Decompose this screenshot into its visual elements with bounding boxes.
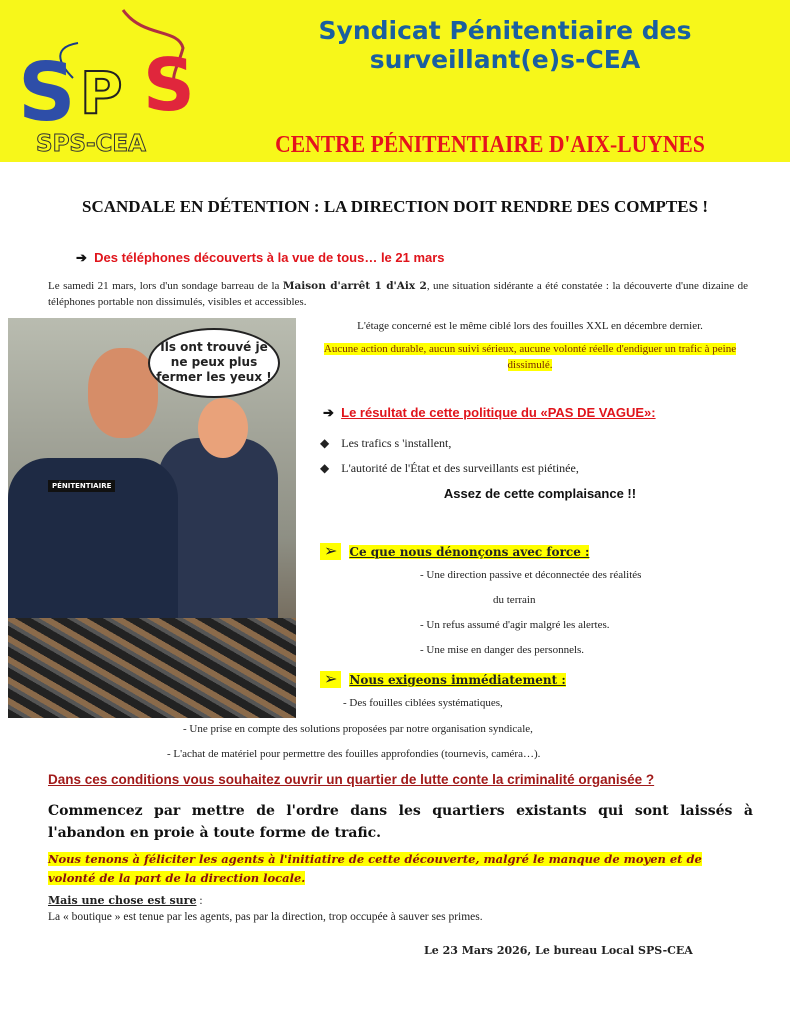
aucune-text: Aucune action durable, aucun suivi sérieux, aucune volonté réelle d'endiguer un trafic à peine dissimulé. (323, 343, 737, 371)
exige-item: - Une prise en compte des solutions proposées par notre organisation syndicale, (183, 723, 533, 735)
commencez-text: Commencez par mettre de l'ordre dans les quartiers existants qui sont laissés à l'abandon en proie à toute forme de trafic. (48, 803, 753, 841)
diamond-bullet-icon: ◆ (320, 461, 342, 475)
question-heading: Dans ces conditions vous souhaitez ouvrir un quartier de lutte conte la criminalité organisée ? (48, 772, 655, 787)
sure-label: Mais une chose est sure : (48, 894, 203, 907)
bullet-item: ◆ L'autorité de l'État et des surveillants est piétinée, (320, 461, 579, 475)
arrow-right-icon: ➔ (76, 250, 95, 265)
svg-text:SPS-CEA: SPS-CEA (36, 131, 146, 157)
section-heading-phones: ➔ Des téléphones découverts à la vue de tous… le 21 mars (76, 250, 445, 265)
denonce-item: du terrain (493, 594, 536, 606)
signature: Le 23 Mars 2026, Le bureau Local SPS-CEA (424, 944, 693, 957)
assez-text: Assez de cette complaisance !! (443, 486, 637, 501)
letterhead (0, 0, 790, 162)
badge: PÉNITENTIAIRE (48, 480, 115, 492)
arrowhead-bullet-icon: ➢ (320, 543, 341, 560)
denonce-item: - Une mise en danger des personnels. (420, 644, 585, 656)
manager-head (198, 398, 248, 458)
diamond-bullet-icon: ◆ (320, 436, 342, 450)
denonce-item: - Une direction passive et déconnectée des réalités (420, 569, 642, 581)
page-title: SCANDALE EN DÉTENTION : LA DIRECTION DOIT RENDRE DES COMPTES ! (82, 197, 708, 216)
resultat-heading: ➔ Le résultat de cette politique du «PAS DE VAGUE»: (323, 405, 656, 420)
exige-item: - L'achat de matériel pour permettre des fouilles approfondies (tournevis, caméra…). (167, 748, 541, 760)
sps-logo (18, 8, 218, 158)
phones-table (8, 618, 296, 718)
felicite-text: Nous tenons à féliciter les agents à l'initiatire de cette découverte, malgré le manque de moyen et de volonté de la part de la direction locale. (48, 852, 702, 885)
denonce-heading: ➢ Ce que nous dénonçons avec force : (320, 541, 589, 561)
intro-paragraph: Le samedi 21 mars, lors d'un sondage barreau de la Maison d'arrêt 1 d'Aix 2, une situation sidérante a été constatée : la découverte d'une dizaine de téléphones portable non dissimulés, visibles et accessibles. (48, 280, 748, 308)
svg-text:S: S (143, 43, 195, 127)
illustration (8, 318, 296, 718)
svg-text:S: S (18, 46, 76, 139)
svg-text:P: P (80, 59, 123, 127)
bullet-item: ◆ Les trafics s 'installent, (320, 436, 452, 450)
exige-heading: ➢ Nous exigeons immédiatement : (320, 669, 566, 689)
arrowhead-bullet-icon: ➢ (320, 671, 341, 688)
denonce-item: - Un refus assumé d'agir malgré les alertes. (420, 619, 610, 631)
exige-item: - Des fouilles ciblées systématiques, (343, 697, 503, 709)
union-name: Syndicat Pénitentiaire des surveillant(e)s-CEA (318, 16, 692, 74)
arrow-right-icon: ➔ (323, 405, 342, 420)
boutique-text: La « boutique » est tenue par les agents, pas par la direction, trop occupée à sauver ses primes. (48, 911, 483, 923)
speech-bubble: Ils ont trouvé je ne peux plus fermer les yeux ! (148, 328, 280, 398)
centre-name: CENTRE PÉNITENTIAIRE D'AIX-LUYNES (275, 132, 705, 158)
etage-text: L'étage concerné est le même ciblé lors des fouilles XXL en décembre dernier. (357, 320, 703, 332)
